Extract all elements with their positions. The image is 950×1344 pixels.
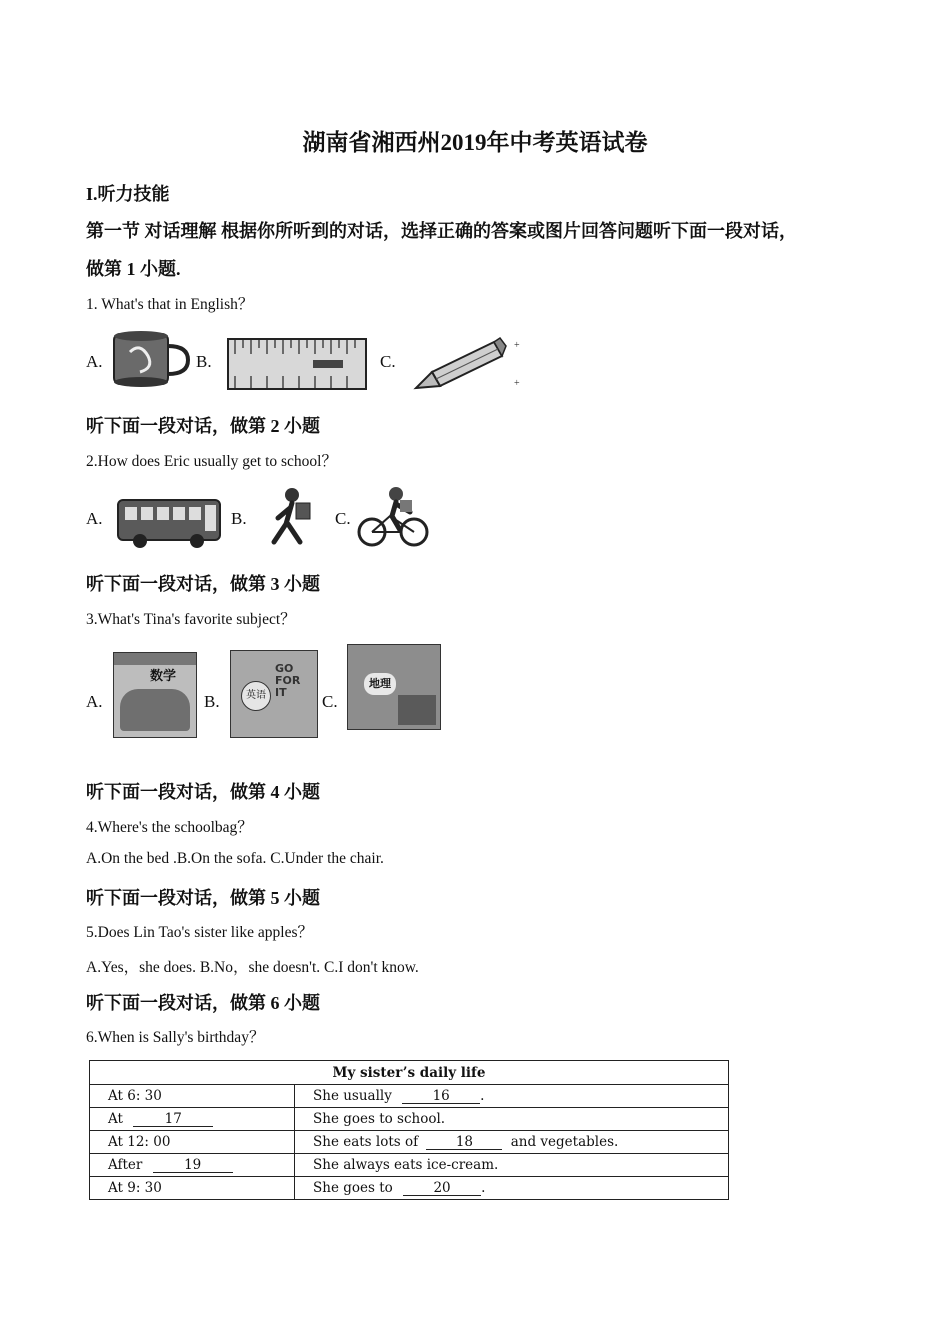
daily-life-table (89, 1060, 729, 1200)
table-cell-time (90, 1108, 295, 1131)
answer-blank: 18 (426, 1135, 502, 1150)
heading-q6: 听下面一段对话，做第 6 小题 (86, 993, 320, 1013)
q2-option-b-label: B. (231, 509, 247, 528)
math-book-image (113, 652, 197, 738)
math-book-title: 数学 (150, 669, 177, 684)
activity-suffix: . (481, 1180, 486, 1196)
geography-book-image (347, 644, 441, 730)
q1-option-c-label: C. (380, 352, 396, 371)
english-book-title: 英语 (241, 681, 271, 711)
answer-blank: 20 (403, 1181, 481, 1196)
table-row (90, 1154, 729, 1177)
question-2: 2.How does Eric usually get to school？ (86, 453, 337, 470)
time-prefix: At (108, 1111, 123, 1127)
answer-blank: 16 (402, 1089, 480, 1104)
section-heading: I.听力技能 (86, 184, 170, 204)
table-cell-activity (295, 1131, 729, 1154)
time-prefix: After (108, 1157, 143, 1173)
q5-options: A.Yes，she does. B.No，she doesn't. C.I don't know. (86, 959, 419, 976)
table-row (90, 1131, 729, 1154)
q1-option-b-label: B. (196, 352, 212, 371)
table-cell-activity (295, 1085, 729, 1108)
table-title: My sister’s daily life (90, 1061, 729, 1085)
question-3: 3.What's Tina's favorite subject？ (86, 611, 296, 628)
table-row (90, 1177, 729, 1200)
table-cell-time (90, 1154, 295, 1177)
activity-suffix: . (480, 1088, 485, 1104)
table-cell-time: At 9: 30 (90, 1177, 295, 1200)
cyclist-image (356, 486, 430, 548)
q3-option-c-label: C. (322, 692, 338, 711)
bus-image (115, 496, 223, 550)
ruler-image (227, 338, 367, 390)
q3-option-b-label: B. (204, 692, 220, 711)
question-5: 5.Does Lin Tao's sister like apples？ (86, 924, 313, 941)
table-cell-time: At 12: 00 (90, 1131, 295, 1154)
activity-text: She eats lots of (313, 1134, 419, 1150)
table-row (90, 1108, 729, 1131)
svg-text:+: + (514, 340, 520, 351)
table-cell-activity: She goes to school. (295, 1108, 729, 1131)
table-cell-time: At 6: 30 (90, 1085, 295, 1108)
svg-text:+: + (514, 378, 520, 389)
activity-text: She goes to (313, 1180, 393, 1196)
heading-q3: 听下面一段对话，做第 3 小题 (86, 574, 320, 594)
answer-blank: 17 (133, 1112, 213, 1127)
heading-q2: 听下面一段对话，做第 2 小题 (86, 416, 320, 436)
table-row (90, 1085, 729, 1108)
q4-options: A.On the bed .B.On the sofa. C.Under the chair. (86, 850, 384, 867)
walking-boy-image (260, 486, 322, 546)
q2-option-a-label: A. (86, 509, 103, 528)
activity-text: She usually (313, 1088, 392, 1104)
heading-q4: 听下面一段对话，做第 4 小题 (86, 782, 320, 802)
question-6: 6.When is Sally's birthday？ (86, 1029, 265, 1046)
q1-option-a-label: A. (86, 352, 103, 371)
geography-book-title: 地理 (364, 673, 396, 695)
table-cell-activity (295, 1177, 729, 1200)
english-book-go-for-it: GO FOR IT (275, 662, 301, 699)
english-book-image (230, 650, 318, 738)
table-cell-activity: She always eats ice-cream. (295, 1154, 729, 1177)
instruction-line-2: 做第 1 小题. (86, 259, 181, 279)
table-header-row (90, 1061, 729, 1085)
question-4: 4.Where's the schoolbag？ (86, 819, 253, 836)
instruction-line-1: 第一节 对话理解 根据你所听到的对话，选择正确的答案或图片回答问题听下面一段对话， (86, 221, 797, 241)
q3-option-a-label: A. (86, 692, 103, 711)
mug-image (110, 328, 192, 390)
page-title: 湖南省湘西州2019年中考英语试卷 (302, 130, 648, 155)
answer-blank: 19 (153, 1158, 233, 1173)
heading-q5: 听下面一段对话，做第 5 小题 (86, 888, 320, 908)
pencil-image (410, 334, 528, 392)
activity-suffix: and vegetables. (510, 1134, 619, 1150)
question-1: 1. What's that in English？ (86, 296, 254, 313)
q2-option-c-label: C. (335, 509, 351, 528)
